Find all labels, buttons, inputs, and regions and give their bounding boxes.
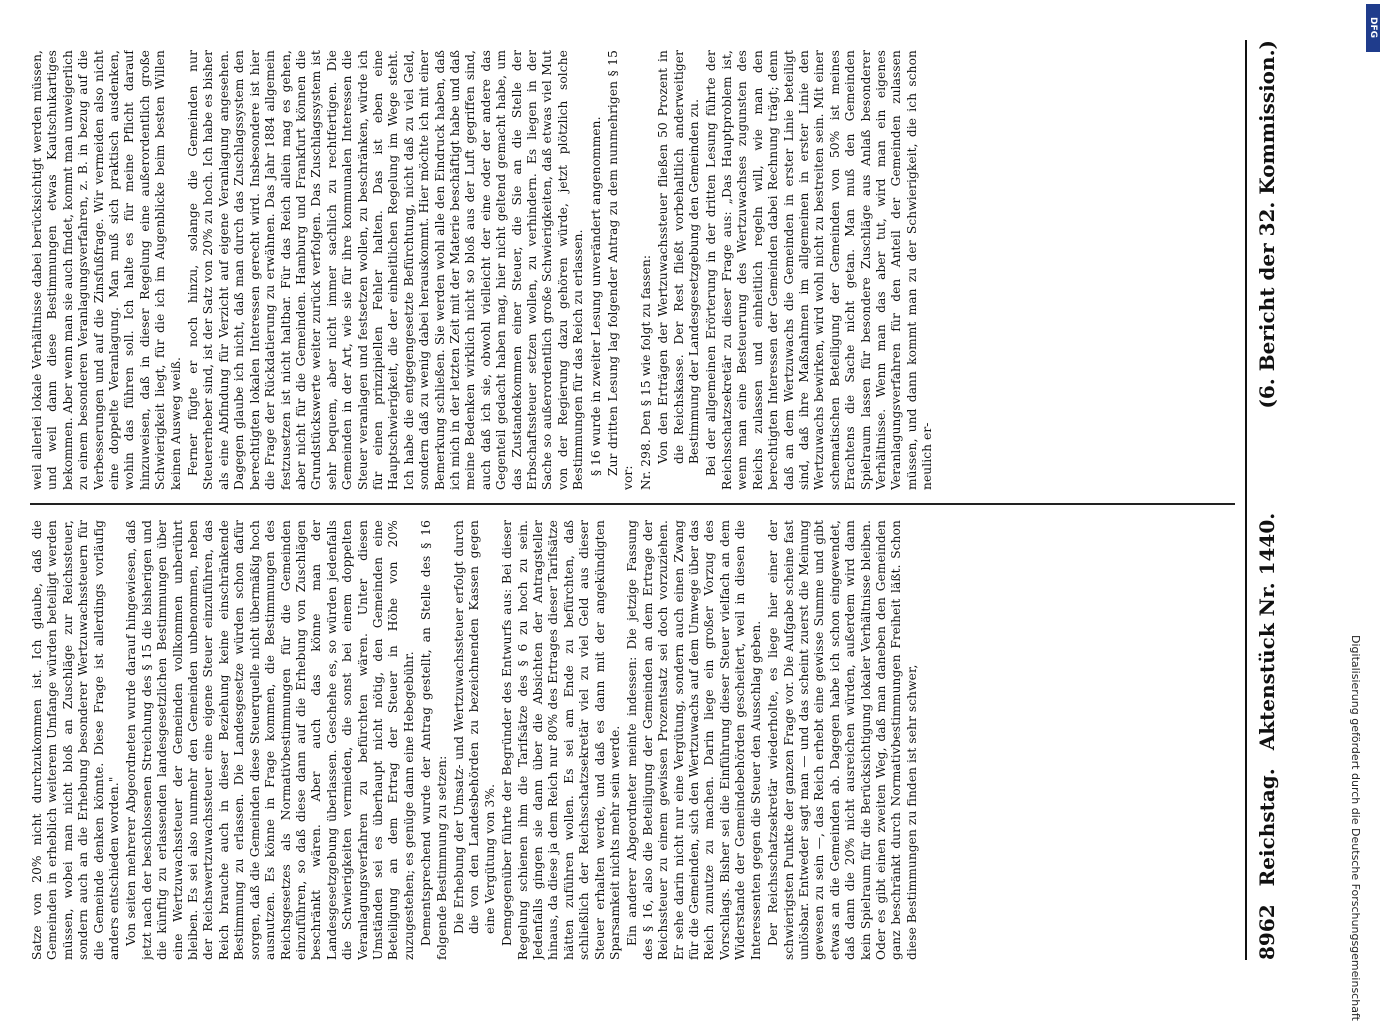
paragraph: Zur dritten Lesung lag folgender Antrag zu dem nunmehrigen § 15 vor: — [606, 50, 636, 490]
column-divider — [30, 504, 1235, 506]
report-title: (6. Bericht der 32. Kommission.) — [1255, 40, 1279, 409]
page-number: 8962 — [1255, 904, 1279, 960]
digitisation-imprint — [1349, 0, 1380, 1021]
paragraph: Von den Erträgen der Wertzuwachssteuer fließen 50 Prozent in die Reichskasse. Der Rest fließt vorbehaltlich anderweitiger Bestimmung der Landesgesetzgebung den Gemeinden zu. — [656, 50, 702, 464]
paragraph: Der Reichsschatzsekretär wiederholte, es liege hier einer der schwierigsten Punkte der ganzen Frage vor. Die Aufgabe scheine fast unlösbar. Entweder sagt man — und das scheint zuerst die Meinung gewesen zu sein —, das Reich erhebt eine gewisse Summe und gibt etwas an die Gemeinden ab. Dagegen habe ich schon eingewendet, daß dann die 20% nicht ausreichen würden, außerdem wird dann kein Spielraum für die Berücksichtigung lokaler Verhältnisse bleiben. Oder es gibt einen zweiten Weg, daß man daneben den Gemeinden ganz beschränkt durch Normativbestimmungen Freiheit läßt. Schon diese Bestimmungen zu finden ist sehr schwer, — [766, 520, 919, 960]
dfg-logo-icon: DFG — [1366, 4, 1380, 52]
text-column-left — [30, 520, 1235, 960]
paragraph: Nr. 298. Den § 15 wie folgt zu fassen: — [638, 254, 653, 490]
page-content — [30, 40, 1310, 960]
paragraph: Satze von 20% nicht durchzukommen ist. Ich glaube, daß die Gemeinden in erheblich weiterem Umfange würden beteiligt werden müssen, wobei man nicht bloß an Zuschläge zur Reichssteuer, sondern auch an die Erhebung besonderer Wertzuwachssteuern für die Gemeinde denken könnte. Diese Frage ist allerdings vorläufig anders entschieden worden." — [30, 520, 122, 960]
paragraph: Von seiten mehrerer Abgeordneten wurde darauf hingewiesen, daß jetzt nach der beschlossenen Streichung des § 15 die bisherigen und die künftig zu erlassenden landesgesetzlichen Bestimmungen über eine Wertzuwachssteuer der Gemeinden vollkommen unberührt bleiben. Es sei also nunmehr den Gemeinden unbenommen, neben der Reichswertzuwachssteuer eine eigene Steuer einzuführen, das Reich brauche auch in dieser Beziehung keine einschränkende Bestimmung zu erlassen. Die Landesgesetze würden schon dafür sorgen, daß die Gemeinden diese Steuerquelle nicht übermäßig hoch ausnutzen. Es könne in Frage kommen, die Bestimmungen des Reichsgesetzes als Normativbestimmungen für die Gemeinden einzuführen, so daß diese dann auf die Erhebung von Zuschlägen beschränkt wären. Aber auch das könne man der Landesgesetzgebung überlassen. Geschehe es, so würden jedenfalls die Schwierigkeiten vermieden, die sonst bei einem doppelten Veranlagungsverfahren zu befürchten wären. Unter diesen Umständen sei es überhaupt nicht nötig, den Gemeinden eine Beteiligung an dem Ertrag der Steuer in Höhe von 20% zuzugestehen; es genüge dann eine Hebegebühr. — [124, 520, 416, 960]
paragraph: Dementsprechend wurde der Antrag gestellt, an Stelle des § 16 folgende Bestimmung zu setzen: — [419, 520, 449, 960]
running-header — [1245, 40, 1287, 960]
document-number: Aktenstück Nr. 1440. — [1255, 512, 1279, 751]
header-title: Reichstag. — [1255, 768, 1279, 887]
paragraph: weil allerlei lokale Verhältnisse dabei berücksichtigt werden müssen, und weil dann diese Bestimmungen etwas Kautschukartiges bekommen. Aber wenn man sie auch findet, kommt man unweigerlich zu einem besonderen Veranlagungsverfahren, z. B. in bezug auf die Verbesserungen und auf die Zinsfußfrage. Wir vermeiden also nicht eine doppelte Veranlagung. Man muß sich praktisch ausdenken, wohin das führen soll. Ich halte es für meine Pflicht darauf hinzuweisen, daß in dieser Regelung eine außerordentlich große Schwierigkeit liegt, für die ich im Augenblicke beim besten Willen keinen Ausweg weiß. — [30, 50, 183, 490]
paragraph: Bei der allgemeinen Erörterung in der dritten Lesung führte der Reichsschatzsekretär zu dieser Frage aus: „Das Hauptproblem ist, wenn man eine Besteuerung des Wertzuwachses zugunsten des Reichs zulassen und einheitlich regeln will, wie man den berechtigten Interessen der Gemeinden dabei Rechnung trägt; denn daß an dem Wertzuwachs die Gemeinden in erster Linie beteiligt sind, daß ihre Maßnahmen im allgemeinen in erster Linie den Wertzuwachs bewirken, wird wohl nicht zu bestreiten sein. Mit einer schematischen Beteiligung der Gemeinden von 50% ist meines Erachtens die Sache nicht getan. Man muß den Gemeinden Spielraum lassen für besondere Zuschläge aus Anlaß besonderer Verhältnisse. Wenn man das aber tut, wird man ein eigenes Veranlagungsverfahren für den Anteil der Gemeinden zulassen müssen, und dann kommt man zu der Schwierigkeit, die ich schon neulich er- — [704, 50, 935, 490]
paragraph: Ferner fügte er noch hinzu, solange die Gemeinden nur Steuererheber sind, ist der Satz von 20% zu hoch. Ich habe es bisher als eine Abfindung für Verzicht auf eigene Veranlagung angesehen. Dagegen glaube ich nicht, daß man durch das Zuschlagssystem den berechtigten lokalen Interessen gerecht wird. Insbesondere ist hier die Frage der Rückdatierung zu erwähnen. Das Jahr 1884 allgemein festzusetzen ist nicht haltbar. Für das Reich allein mag es gehen, aber nicht für die Gemeinden. Hamburg und Frankfurt können die Grundstückswerte weiter zurück verfolgen. Das Zuschlagssystem ist sehr bequem, aber nicht immer sachlich zu rechtfertigen. Die Gemeinden in der Art, wie sie für ihre kommunalen Interessen die Steuer veranlagen und festsetzen wollen, zu beschränken, würde ich für einen prinzipiellen Fehler halten. Das ist eben eine Hauptschwierigkeit, die der einheitlichen Regelung im Wege steht. Ich habe die entgegengesetzte Befürchtung, nicht daß zu viel Geld, sondern daß zu wenig dabei herauskommt. Hier möchte ich mit einer Bemerkung schließen. Sie werden wohl alle den Eindruck haben, daß ich mich in der letzten Zeit mit der Materie beschäftigt habe und daß meine Bedenken wirklich nicht so bloß aus der Luft gegriffen sind, auch daß ich sie, obwohl vielleicht der eine oder der andere das Gegenteil gedacht haben mag, hier nicht geltend gemacht habe, um das Zustandekommen einer Steuer, die Sie an die Stelle der Erbschaftssteuer setzen wollen, zu verhindern. Es liegen in der Sache so außerordentlich große Schwierigkeiten, daß etwas viel Mut von der Regierung dazu gehören würde, jetzt plötzlich solche Bestimmungen für das Reich zu erlassen. — [186, 50, 586, 490]
text-column-right — [30, 50, 1235, 490]
paragraph: Die Erhebung der Umsatz- und Wertzuwachssteuer erfolgt durch die von den Landesbehörden zu bezeichnenden Kassen gegen eine Vergütung von 3%. — [451, 520, 497, 934]
paragraph: Ein anderer Abgeordneter meinte indessen: Die jetzige Fassung des § 16, also die Beteiligung der Gemeinden an dem Ertrage der Reichssteuer zu einem gewissen Prozentsatz sei doch vorzuziehen. Er sehe darin nicht nur eine Vergütung, sondern auch einen Zwang für die Gemeinden, sich den Wertzuwachs auf dem Umwege über das Reich zunutze zu machen. Darin liege ein großer Vorzug des Vorschlags. Bisher sei die Einführung dieser Steuer vielfach an dem Widerstande der Gemeindebehörden gescheitert, weil in diesen die Interessenten gegen die Steuer den Ausschlag geben. — [625, 520, 763, 960]
imprint-text: Digitalisierung gefördert durch die Deutsche Forschungsgemeinschaft — [1349, 635, 1362, 1021]
paragraph: Demgegenüber führte der Begründer des Entwurfs aus: Bei dieser Regelung schienen ihm die Tarifsätze des § 6 zu hoch zu sein. Jedenfalls gingen sie dann über die Absichten der Antragsteller hinaus, da diese ja dem Reich nur 80% des Ertrages dieser Tarifsätze hätten zuführen wollen. Es sei am Ende zu befürchten, daß schließlich der Reichsschatzsekretär viel zu viel Geld aus dieser Steuer erhalten werde, und daß es dann mit der angekündigten Sparsamkeit nichts mehr sein werde. — [500, 520, 623, 960]
rotated-page — [30, 40, 1310, 960]
paragraph: § 16 wurde in zweiter Lesung unverändert angenommen. — [588, 116, 603, 476]
